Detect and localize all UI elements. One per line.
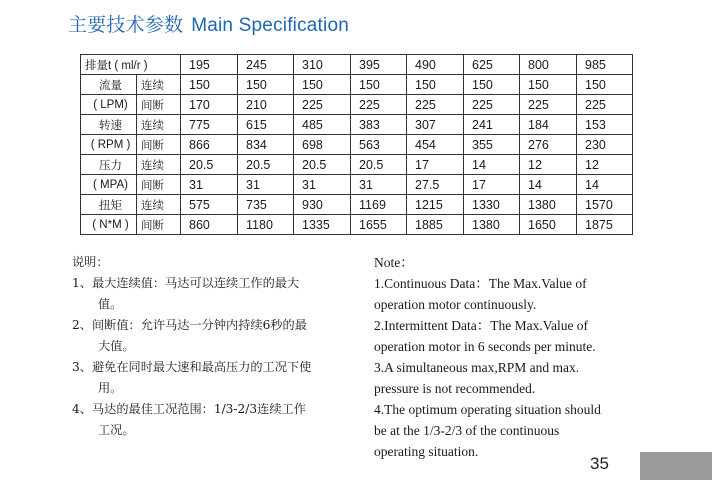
table-cell: 14 xyxy=(464,155,520,175)
specification-table xyxy=(80,54,633,235)
table-cell: 930 xyxy=(294,195,351,215)
table-cell: 17 xyxy=(407,155,464,175)
table-cell: 1169 xyxy=(351,195,407,215)
table-row xyxy=(81,195,633,215)
note-cn-line: 工况。 xyxy=(98,423,135,437)
row-sublabel: 连续 xyxy=(137,75,181,95)
page-tab-bar xyxy=(640,452,712,480)
note-en-line: 2.Intermittent Data：The Max.Value of xyxy=(374,318,589,333)
table-cell: 150 xyxy=(464,75,520,95)
group-unit-cell xyxy=(81,215,137,235)
table-cell: 307 xyxy=(407,115,464,135)
note-cn-line: 2、间断值：允许马达一分钟内持续6秒的最 xyxy=(72,318,307,332)
displacement-value: 625 xyxy=(464,55,520,75)
displacement-value: 490 xyxy=(407,55,464,75)
table-header-row xyxy=(81,55,633,75)
note-en-line: operation motor in 6 seconds per minute. xyxy=(374,339,596,354)
table-cell: 31 xyxy=(238,175,294,195)
table-row xyxy=(81,175,633,195)
table-cell: 575 xyxy=(181,195,238,215)
notes-en-heading: Note： xyxy=(374,255,414,270)
table-cell: 1875 xyxy=(577,215,633,235)
table-cell: 14 xyxy=(577,175,633,195)
table-cell: 1180 xyxy=(238,215,294,235)
group-label: 流量 xyxy=(99,79,122,92)
note-cn-line: 大值。 xyxy=(98,339,135,353)
table-cell: 210 xyxy=(238,95,294,115)
group-unit: ( MPA) xyxy=(93,178,128,191)
table-cell: 150 xyxy=(294,75,351,95)
table-cell: 225 xyxy=(351,95,407,115)
row-sublabel: 间断 xyxy=(137,175,181,195)
note-cn-line: 1、最大连续值：马达可以连续工作的最大 xyxy=(72,276,300,290)
note-cn-line: 4、马达的最佳工况范围：1/3-2/3连续工作 xyxy=(72,402,306,416)
displacement-value: 310 xyxy=(294,55,351,75)
group-label-cell xyxy=(81,155,137,175)
table-cell: 735 xyxy=(238,195,294,215)
group-label-cell xyxy=(81,75,137,95)
table-cell: 1570 xyxy=(577,195,633,215)
table-cell: 27.5 xyxy=(407,175,464,195)
note-en-line: operation motor continuously. xyxy=(374,297,537,312)
table-cell: 485 xyxy=(294,115,351,135)
table-cell: 1380 xyxy=(520,195,577,215)
table-cell: 834 xyxy=(238,135,294,155)
displacement-value: 985 xyxy=(577,55,633,75)
group-label: 压力 xyxy=(99,159,122,172)
table-cell: 225 xyxy=(577,95,633,115)
displacement-value: 245 xyxy=(238,55,294,75)
table-cell: 170 xyxy=(181,95,238,115)
table-cell: 31 xyxy=(351,175,407,195)
row-sublabel: 间断 xyxy=(137,95,181,115)
note-en-line: be at the 1/3-2/3 of the continuous xyxy=(374,423,560,438)
group-unit-cell xyxy=(81,175,137,195)
table-cell: 184 xyxy=(520,115,577,135)
table-cell: 1655 xyxy=(351,215,407,235)
row-sublabel: 间断 xyxy=(137,215,181,235)
table-cell: 1335 xyxy=(294,215,351,235)
note-en-line: pressure is not recommended. xyxy=(374,381,536,396)
table-cell: 31 xyxy=(294,175,351,195)
row-sublabel: 间断 xyxy=(137,135,181,155)
table-cell: 20.5 xyxy=(294,155,351,175)
table-cell: 150 xyxy=(351,75,407,95)
table-cell: 225 xyxy=(520,95,577,115)
table-cell: 150 xyxy=(520,75,577,95)
table-cell: 866 xyxy=(181,135,238,155)
page-number: 35 xyxy=(590,454,609,473)
table-row xyxy=(81,115,633,135)
group-unit: ( N*M ) xyxy=(92,218,129,231)
group-label-cell xyxy=(81,195,137,215)
note-cn-line: 3、避免在同时最大速和最高压力的工况下使 xyxy=(72,360,312,374)
table-cell: 1215 xyxy=(407,195,464,215)
title-en: Main Specification xyxy=(191,15,349,36)
notes-cn-heading: 说明： xyxy=(72,255,109,269)
table-cell: 31 xyxy=(181,175,238,195)
table-row xyxy=(81,135,633,155)
table-cell: 150 xyxy=(238,75,294,95)
row-sublabel: 连续 xyxy=(137,195,181,215)
table-cell: 150 xyxy=(577,75,633,95)
title-cn: 主要技术参数 xyxy=(68,14,184,36)
table-cell: 454 xyxy=(407,135,464,155)
group-unit-cell xyxy=(81,95,137,115)
table-cell: 241 xyxy=(464,115,520,135)
table-cell: 153 xyxy=(577,115,633,135)
displacement-value: 800 xyxy=(520,55,577,75)
page-title xyxy=(68,10,349,37)
table-cell: 383 xyxy=(351,115,407,135)
table-cell: 1650 xyxy=(520,215,577,235)
displacement-value: 195 xyxy=(181,55,238,75)
group-label: 扭矩 xyxy=(99,199,122,212)
table-cell: 225 xyxy=(294,95,351,115)
table-cell: 17 xyxy=(464,175,520,195)
table-cell: 225 xyxy=(464,95,520,115)
note-cn-line: 用。 xyxy=(98,381,123,395)
displacement-label: 排量t ( ml/r ) xyxy=(81,55,181,75)
displacement-value: 395 xyxy=(351,55,407,75)
table-cell: 225 xyxy=(407,95,464,115)
note-cn-line: 值。 xyxy=(98,297,123,311)
table-cell: 20.5 xyxy=(181,155,238,175)
table-cell: 775 xyxy=(181,115,238,135)
table-row xyxy=(81,75,633,95)
table-cell: 276 xyxy=(520,135,577,155)
note-en-line: 4.The optimum operating situation should xyxy=(374,402,601,417)
table-cell: 563 xyxy=(351,135,407,155)
table-cell: 860 xyxy=(181,215,238,235)
group-unit-cell xyxy=(81,135,137,155)
table-row xyxy=(81,95,633,115)
table-row xyxy=(81,215,633,235)
note-en-line: operating situation. xyxy=(374,444,479,459)
notes-chinese xyxy=(72,252,352,441)
group-label-cell xyxy=(81,115,137,135)
row-sublabel: 连续 xyxy=(137,155,181,175)
row-sublabel: 连续 xyxy=(137,115,181,135)
table-cell: 12 xyxy=(520,155,577,175)
table-cell: 20.5 xyxy=(238,155,294,175)
note-en-line: 3.A simultaneous max,RPM and max. xyxy=(374,360,580,375)
table-cell: 1380 xyxy=(464,215,520,235)
table-cell: 1330 xyxy=(464,195,520,215)
table-row xyxy=(81,155,633,175)
table-cell: 20.5 xyxy=(351,155,407,175)
table-cell: 150 xyxy=(407,75,464,95)
table-cell: 14 xyxy=(520,175,577,195)
table-cell: 150 xyxy=(181,75,238,95)
table-cell: 230 xyxy=(577,135,633,155)
table-cell: 615 xyxy=(238,115,294,135)
group-unit: ( LPM) xyxy=(93,98,128,111)
table-cell: 355 xyxy=(464,135,520,155)
table-cell: 1885 xyxy=(407,215,464,235)
table-cell: 698 xyxy=(294,135,351,155)
group-unit: ( RPM ) xyxy=(90,138,131,151)
group-label: 转速 xyxy=(99,119,122,132)
note-en-line: 1.Continuous Data：The Max.Value of xyxy=(374,276,587,291)
table-cell: 12 xyxy=(577,155,633,175)
notes-english xyxy=(374,252,674,462)
